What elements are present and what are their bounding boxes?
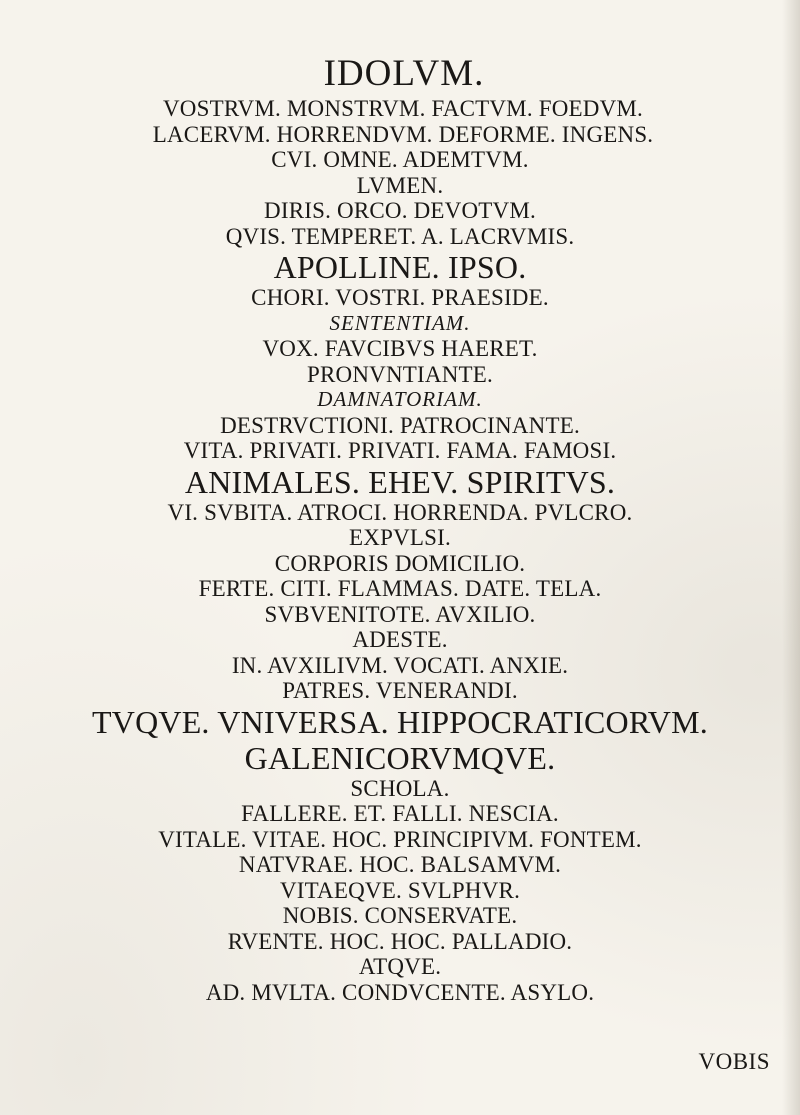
text-line-large: GALENICORVMQVE. — [244, 739, 556, 776]
text-line: NATVRAE. HOC. BALSAMVM. — [238, 852, 562, 877]
text-line: LACERVM. HORRENDVM. DEFORME. INGENS. — [152, 121, 654, 147]
text-line: RVENTE. HOC. HOC. PALLADIO. — [227, 928, 573, 954]
text-line: VITA. PRIVATI. PRIVATI. FAMA. FAMOSI. — [183, 438, 617, 463]
text-line: EXPVLSI. — [349, 525, 451, 550]
text-line: VOSTRVM. MONSTRVM. FACTVM. FOEDVM. — [162, 96, 643, 121]
text-line-large: TVQVE. VNIVERSA. HIPPOCRATICORVM. — [92, 703, 708, 740]
text-line-italic: DAMNATORIAM. — [317, 387, 483, 411]
text-line: QVIS. TEMPERET. A. LACRVMIS. — [225, 223, 575, 249]
text-line: VI. SVBITA. ATROCI. HORRENDA. PVLCRO. — [167, 499, 633, 525]
text-line: VOX. FAVCIBVS HAERET. — [262, 336, 538, 361]
text-line: AD. MVLTA. CONDVCENTE. ASYLO. — [205, 979, 595, 1005]
text-line: ADESTE. — [352, 627, 448, 652]
text-line: VITAEQVE. SVLPHVR. — [279, 877, 521, 903]
text-line: DIRIS. ORCO. DEVOTVM. — [264, 198, 536, 223]
text-line: IN. AVXILIVM. VOCATI. ANXIE. — [231, 652, 569, 678]
text-line: CORPORIS DOMICILIO. — [274, 550, 526, 576]
text-line: PATRES. VENERANDI. — [282, 678, 518, 703]
text-line: FALLERE. ET. FALLI. NESCIA. — [241, 801, 559, 826]
text-line-large: ANIMALES. EHEV. SPIRITVS. — [184, 463, 616, 500]
text-line: DESTRVCTIONI. PATROCINANTE. — [220, 412, 580, 438]
catchword: VOBIS — [698, 1049, 770, 1074]
text-line-large: APOLLINE. IPSO. — [273, 249, 527, 285]
text-line-italic: SENTENTIAM. — [329, 310, 471, 335]
text-line: CHORI. VOSTRI. PRAESIDE. — [251, 285, 549, 310]
page-title: IDOLVM. — [323, 53, 485, 94]
inscription-text — [0, 52, 800, 1005]
text-line: ATQVE. — [358, 954, 442, 979]
text-line: SVBVENITOTE. AVXILIO. — [264, 601, 536, 627]
text-line: CVI. OMNE. ADEMTVM. — [271, 147, 529, 172]
text-line: NOBIS. CONSERVATE. — [282, 903, 518, 928]
text-line: VITALE. VITAE. HOC. PRINCIPIVM. FONTEM. — [158, 826, 642, 852]
text-line: PRONVNTIANTE. — [307, 361, 493, 387]
text-line: FERTE. CITI. FLAMMAS. DATE. TELA. — [198, 576, 602, 601]
text-line: LVMEN. — [356, 172, 444, 198]
text-line: SCHOLA. — [350, 775, 450, 801]
